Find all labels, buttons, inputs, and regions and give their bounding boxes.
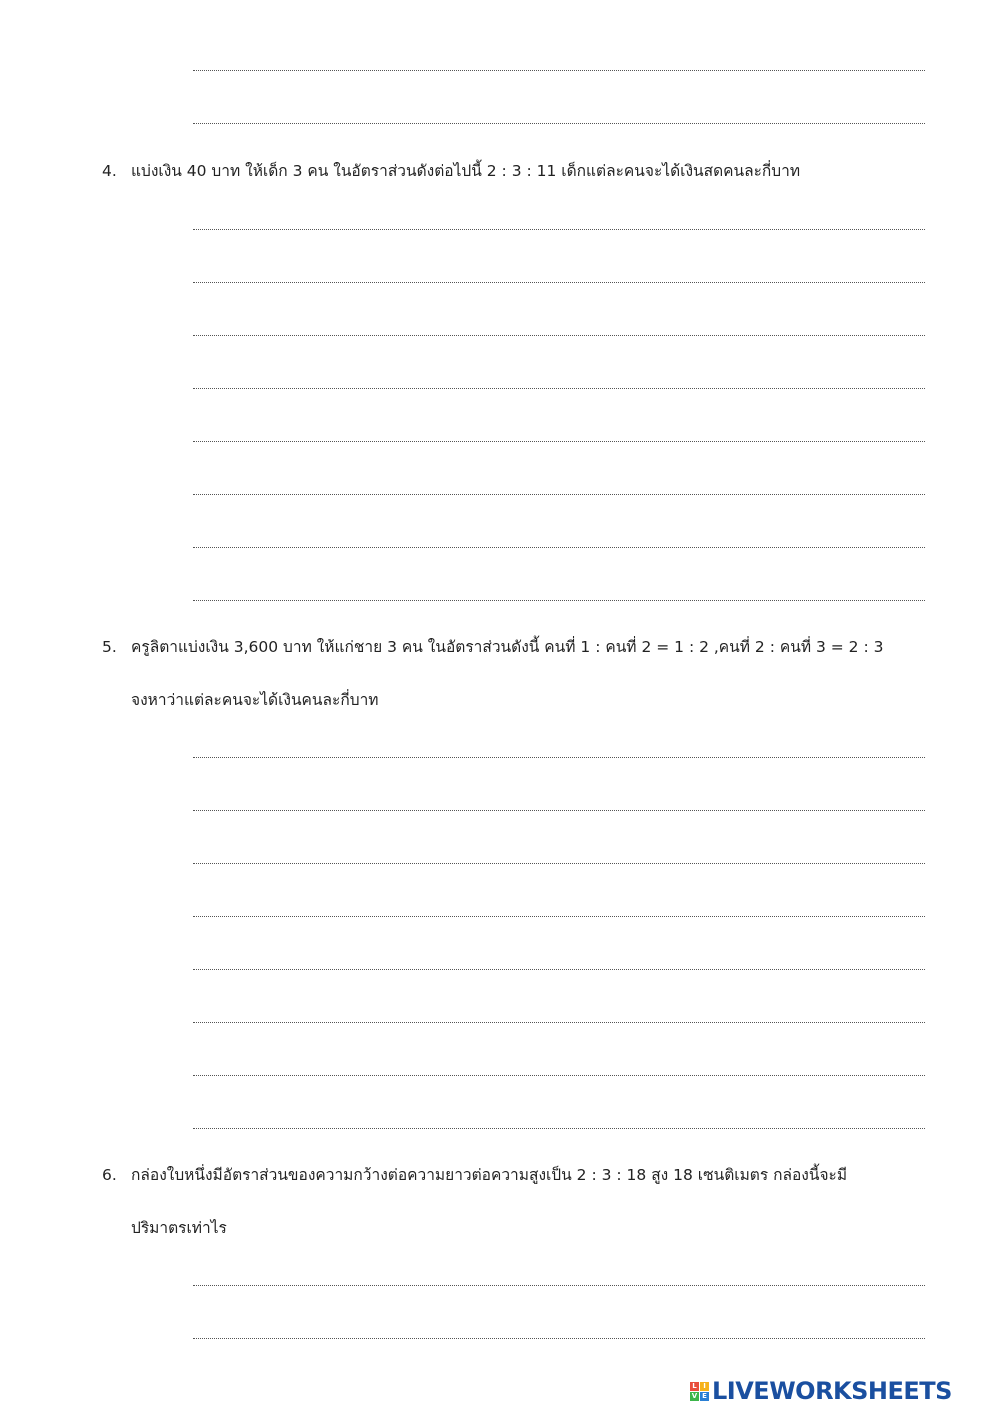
answer-line[interactable] — [193, 1128, 925, 1129]
answer-line[interactable] — [193, 916, 925, 917]
answer-line[interactable] — [193, 388, 925, 389]
liveworksheets-logo-icon — [690, 1382, 709, 1401]
question-number: 4. — [102, 162, 117, 180]
answer-line[interactable] — [193, 1022, 925, 1023]
liveworksheets-logo[interactable] — [690, 1376, 952, 1406]
answer-line[interactable] — [193, 494, 925, 495]
answer-line[interactable] — [193, 441, 925, 442]
answer-line[interactable] — [193, 282, 925, 283]
answer-line[interactable] — [193, 757, 925, 758]
logo-icon-letter: I — [700, 1382, 709, 1391]
answer-line[interactable] — [193, 229, 925, 230]
logo-icon-letter: V — [691, 1391, 698, 1400]
answer-line[interactable] — [193, 123, 925, 124]
answer-line[interactable] — [193, 1075, 925, 1076]
answer-line[interactable] — [193, 70, 925, 71]
question-number: 6. — [102, 1166, 117, 1184]
answer-line[interactable] — [193, 863, 925, 864]
question-text-continued: จงหาว่าแต่ละคนจะได้เงินคนละกี่บาท — [131, 691, 379, 709]
answer-line[interactable] — [193, 810, 925, 811]
answer-line[interactable] — [193, 1338, 925, 1339]
question-number: 5. — [102, 638, 117, 656]
question-text-continued: ปริมาตรเท่าไร — [131, 1219, 227, 1237]
logo-icon-letter: E — [700, 1392, 709, 1401]
answer-line[interactable] — [193, 335, 925, 336]
answer-line[interactable] — [193, 1285, 925, 1286]
answer-line[interactable] — [193, 600, 925, 601]
logo-icon-letter: L — [690, 1382, 699, 1391]
answer-line[interactable] — [193, 969, 925, 970]
logo-wordmark: LIVEWORKSHEETS — [712, 1377, 952, 1405]
answer-line[interactable] — [193, 547, 925, 548]
question-text: ครูลิตาแบ่งเงิน 3,600 บาท ให้แก่ชาย 3 คน ในอัตราส่วนดังนี้ คนที่ 1 : คนที่ 2 = 1 : 2 ,คนที่ 2 : คนที่ 3 = 2 : 3 — [131, 638, 884, 656]
question-text: แบ่งเงิน 40 บาท ให้เด็ก 3 คน ในอัตราส่วนดังต่อไปนี้ 2 : 3 : 11 เด็กแต่ละคนจะได้เงินสดคนละกี่บาท — [131, 162, 801, 180]
question-text: กล่องใบหนึ่งมีอัตราส่วนของความกว้างต่อความยาวต่อความสูงเป็น 2 : 3 : 18 สูง 18 เซนติเมตร กล่องนี้จะมี — [131, 1166, 848, 1184]
